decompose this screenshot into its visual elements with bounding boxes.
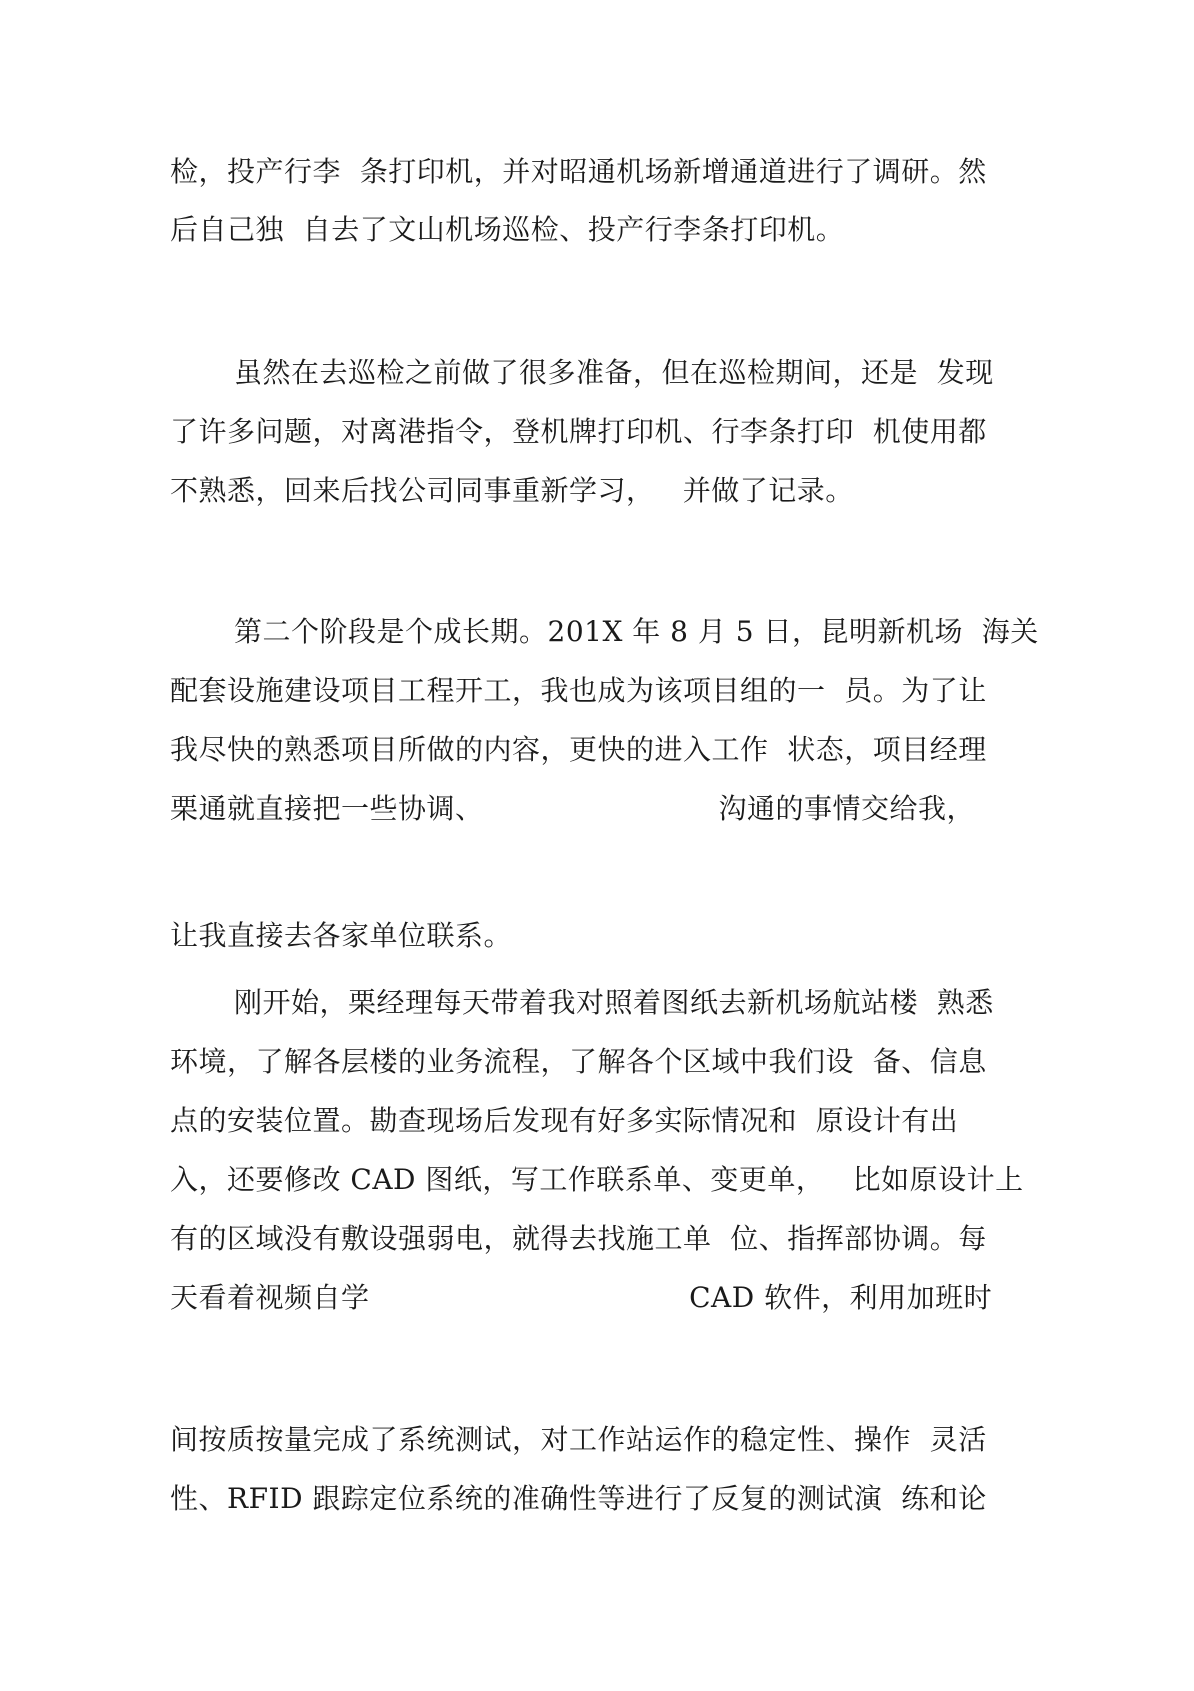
text-line: 间按质按量完成了系统测试，对工作站运作的稳定性、操作 灵活 (170, 1423, 987, 1456)
text-line: 后自己独 自去了文山机场巡检、投产行李条打印机。 (170, 213, 845, 246)
text-line: 有的区域没有敷设强弱电，就得去找施工单 位、指挥部协调。每 (170, 1222, 987, 1255)
text-line: 让我直接去各家单位联系。 (170, 919, 513, 952)
text-line: 配套设施建设项目工程开工，我也成为该项目组的一 员。为了让 (170, 674, 987, 707)
paragraph-start-line: 虽然在去巡检之前做了很多准备，但在巡检期间，还是 发现 (234, 356, 994, 389)
text-line: 入，还要修改 CAD 图纸，写工作联系单、变更单， 比如原设计上 (170, 1163, 1024, 1196)
text-line: 不熟悉，回来后找公司同事重新学习， 并做了记录。 (170, 474, 854, 507)
text-line: 检，投产行李 条打印机，并对昭通机场新增通道进行了调研。然 (170, 155, 987, 188)
text-line: 了许多问题，对离港指令，登机牌打印机、行李条打印 机使用都 (170, 415, 987, 448)
text-line: 栗通就直接把一些协调、 沟通的事情交给我， (170, 792, 976, 825)
text-line: 点的安装位置。勘查现场后发现有好多实际情况和 原设计有出 (170, 1104, 959, 1137)
text-line: 环境，了解各层楼的业务流程，了解各个区域中我们设 备、信息 (170, 1045, 987, 1078)
text-line: 天看着视频自学 CAD 软件，利用加班时 (170, 1281, 993, 1314)
paragraph-start-line: 第二个阶段是个成长期。201X 年 8 月 5 日，昆明新机场 海关 (234, 615, 1039, 648)
text-line: 我尽快的熟悉项目所做的内容，更快的进入工作 状态，项目经理 (170, 733, 987, 766)
paragraph-start-line: 刚开始，栗经理每天带着我对照着图纸去新机场航站楼 熟悉 (234, 986, 994, 1019)
text-line: 性、RFID 跟踪定位系统的准确性等进行了反复的测试演 练和论 (170, 1482, 987, 1515)
